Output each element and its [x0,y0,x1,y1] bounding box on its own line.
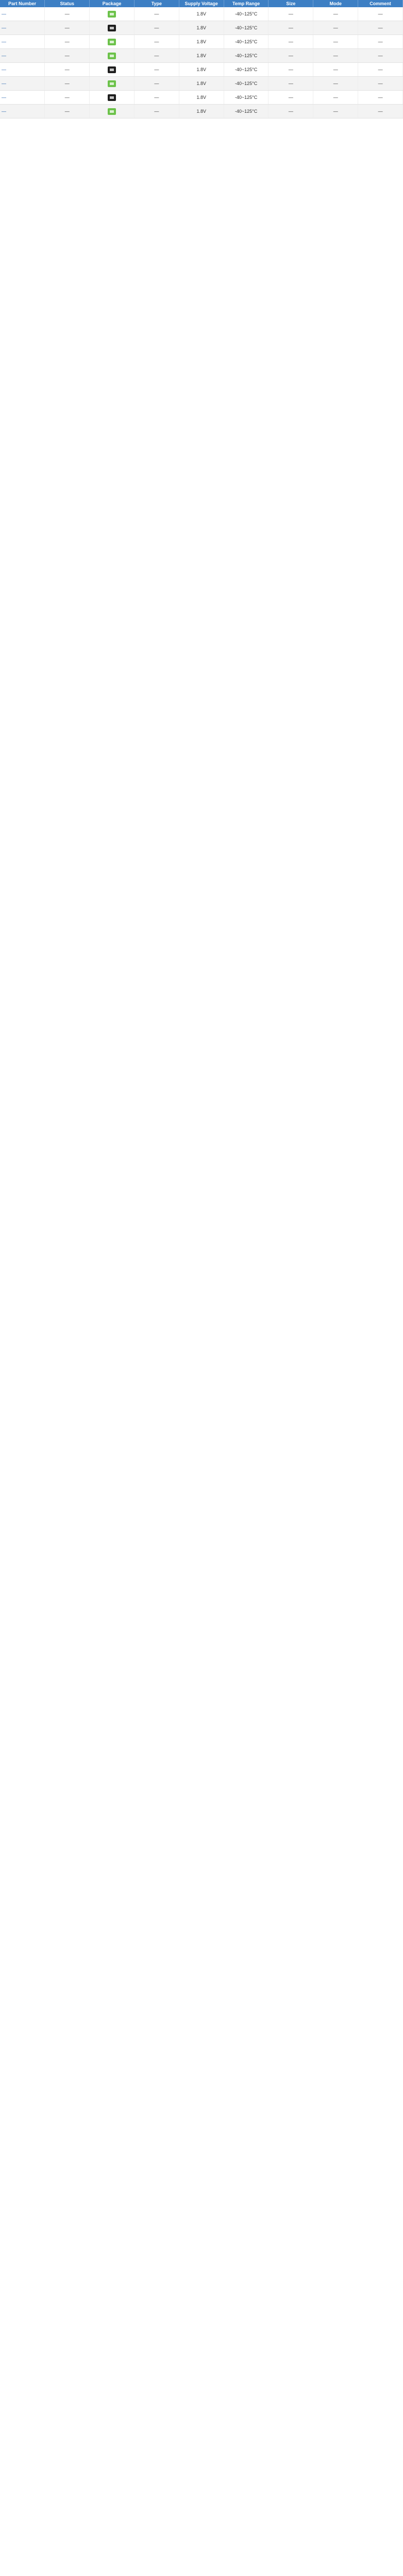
status-cell: — [45,77,90,91]
package-icon [108,53,116,59]
type-cell: — [134,35,179,49]
package-icon [108,80,116,87]
comment-cell: — [358,21,403,35]
mode-cell: — [313,77,358,91]
part-cell[interactable]: — [0,49,45,63]
volt-cell: 1.8V [179,35,224,49]
package-cell [90,77,135,91]
package-icon [108,108,116,115]
comment-cell: — [358,49,403,63]
column-header[interactable]: Package [90,0,135,7]
temp-cell: -40~125°C [224,21,268,35]
package-cell [90,35,135,49]
mode-cell: — [313,105,358,118]
size-cell: — [268,105,313,118]
table-row [0,63,403,77]
table-row [0,49,403,63]
volt-cell: 1.8V [179,105,224,118]
type-cell: — [134,63,179,77]
table-body [0,7,403,118]
package-icon [108,66,116,73]
part-cell[interactable]: — [0,35,45,49]
part-cell[interactable]: — [0,63,45,77]
column-header[interactable]: Supply Voltage [179,0,224,7]
mode-cell: — [313,91,358,105]
mode-cell: — [313,35,358,49]
mode-cell: — [313,63,358,77]
package-icon [108,94,116,101]
volt-cell: 1.8V [179,7,224,21]
size-cell: — [268,49,313,63]
status-cell: — [45,63,90,77]
column-header[interactable]: Mode [313,0,358,7]
column-header[interactable]: Size [268,0,313,7]
package-cell [90,91,135,105]
type-cell: — [134,77,179,91]
size-cell: — [268,77,313,91]
volt-cell: 1.8V [179,49,224,63]
column-header[interactable]: Type [134,0,179,7]
spec-table [0,0,403,118]
column-header[interactable]: Status [45,0,90,7]
column-header[interactable]: Part Number [0,0,45,7]
temp-cell: -40~125°C [224,77,268,91]
package-icon [108,25,116,31]
mode-cell: — [313,21,358,35]
size-cell: — [268,7,313,21]
table-row [0,21,403,35]
spec-table-container [0,0,403,118]
temp-cell: -40~125°C [224,7,268,21]
volt-cell: 1.8V [179,63,224,77]
table-row [0,7,403,21]
part-cell[interactable]: — [0,7,45,21]
part-cell[interactable]: — [0,91,45,105]
size-cell: — [268,91,313,105]
status-cell: — [45,91,90,105]
mode-cell: — [313,49,358,63]
comment-cell: — [358,7,403,21]
size-cell: — [268,21,313,35]
table-row [0,91,403,105]
column-header[interactable]: Temp Range [224,0,268,7]
temp-cell: -40~125°C [224,49,268,63]
package-icon [108,11,116,18]
status-cell: — [45,35,90,49]
package-cell [90,21,135,35]
comment-cell: — [358,63,403,77]
status-cell: — [45,49,90,63]
type-cell: — [134,105,179,118]
type-cell: — [134,7,179,21]
comment-cell: — [358,35,403,49]
temp-cell: -40~125°C [224,63,268,77]
comment-cell: — [358,77,403,91]
status-cell: — [45,21,90,35]
volt-cell: 1.8V [179,77,224,91]
part-cell[interactable]: — [0,105,45,118]
temp-cell: -40~125°C [224,105,268,118]
temp-cell: -40~125°C [224,35,268,49]
package-icon [108,39,116,45]
part-cell[interactable]: — [0,77,45,91]
status-cell: — [45,105,90,118]
comment-cell: — [358,91,403,105]
type-cell: — [134,21,179,35]
table-row [0,35,403,49]
package-cell [90,7,135,21]
mode-cell: — [313,7,358,21]
table-row [0,105,403,118]
size-cell: — [268,63,313,77]
package-cell [90,63,135,77]
type-cell: — [134,49,179,63]
table-row [0,77,403,91]
status-cell: — [45,7,90,21]
table-header-row [0,0,403,7]
part-cell[interactable]: — [0,21,45,35]
comment-cell: — [358,105,403,118]
package-cell [90,105,135,118]
volt-cell: 1.8V [179,91,224,105]
size-cell: — [268,35,313,49]
column-header[interactable]: Comment [358,0,403,7]
package-cell [90,49,135,63]
volt-cell: 1.8V [179,21,224,35]
temp-cell: -40~125°C [224,91,268,105]
type-cell: — [134,91,179,105]
